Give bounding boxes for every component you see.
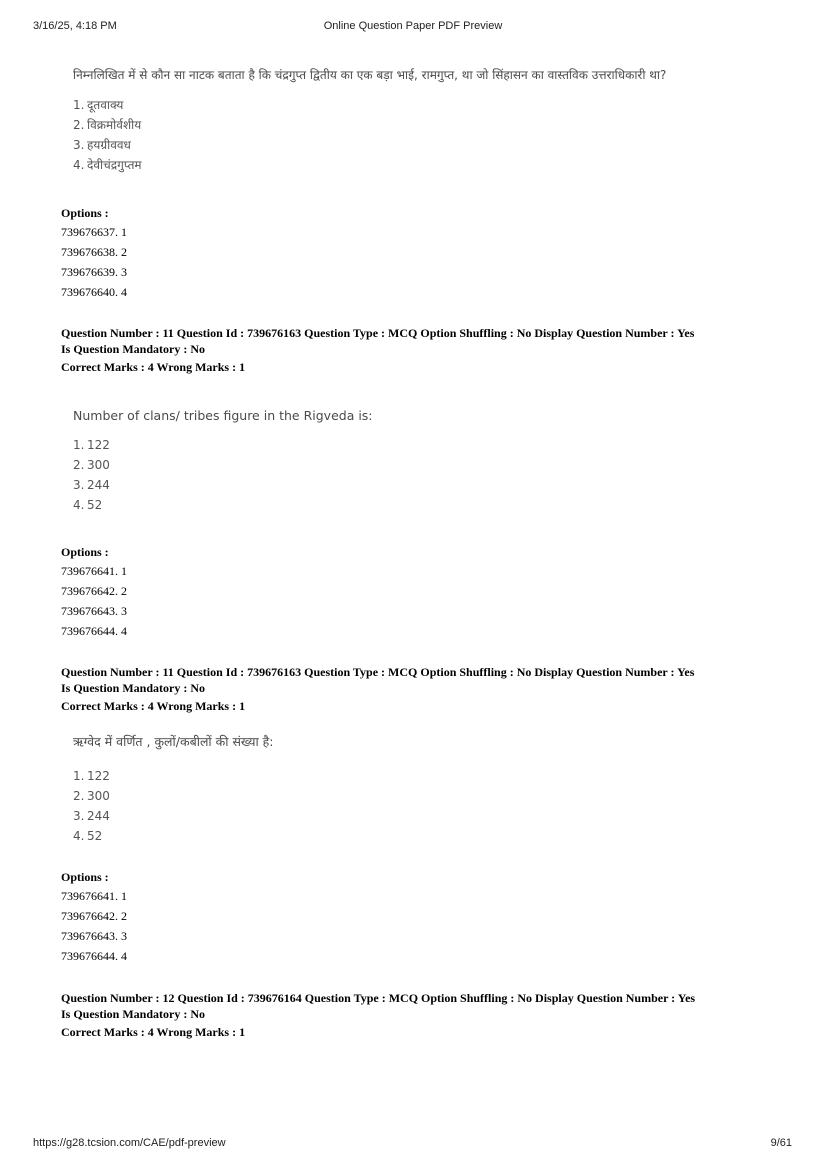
question-choices bbox=[73, 95, 666, 175]
option-item: 739676639. 3 bbox=[61, 265, 127, 279]
meta-line: Is Question Mandatory : No bbox=[61, 680, 206, 695]
marks-line: Correct Marks : 4 Wrong Marks : 1 bbox=[61, 1025, 246, 1039]
choice-item: 2. विक्रमोर्वशीय bbox=[73, 118, 142, 132]
question-meta-q11-hi bbox=[61, 665, 771, 715]
option-item: 739676643. 3 bbox=[61, 604, 127, 618]
option-item: 739676644. 4 bbox=[61, 949, 127, 963]
marks-line: Correct Marks : 4 Wrong Marks : 1 bbox=[61, 360, 246, 374]
print-timestamp: 3/16/25, 4:18 PM bbox=[33, 20, 117, 32]
option-item: 739676643. 3 bbox=[61, 929, 127, 943]
choice-item: 2. 300 bbox=[73, 458, 110, 472]
page-url: https://g28.tcsion.com/CAE/pdf-preview bbox=[33, 1137, 226, 1149]
choice-item: 1. दूतवाक्य bbox=[73, 98, 124, 112]
question-image-q11-en bbox=[73, 408, 373, 515]
question-choices bbox=[73, 766, 274, 846]
question-image-q10-hindi bbox=[73, 66, 666, 175]
choice-item: 2. 300 bbox=[73, 789, 110, 803]
options-list-q10 bbox=[61, 204, 127, 302]
meta-line: Is Question Mandatory : No bbox=[61, 341, 206, 356]
option-item: 739676637. 1 bbox=[61, 225, 127, 239]
meta-line: Is Question Mandatory : No bbox=[61, 1006, 206, 1021]
choice-item: 4. 52 bbox=[73, 498, 103, 512]
print-title: Online Question Paper PDF Preview bbox=[323, 20, 503, 32]
options-label: Options : bbox=[61, 545, 109, 559]
meta-line: Question Number : 11 Question Id : 739676163 Question Type : MCQ Option Shuffling : No Display Question Number : Yes bbox=[61, 326, 695, 340]
page-number: 9/61 bbox=[770, 1137, 792, 1149]
meta-line: Question Number : 11 Question Id : 739676163 Question Type : MCQ Option Shuffling : No Display Question Number : Yes bbox=[61, 665, 695, 679]
option-item: 739676640. 4 bbox=[61, 285, 127, 299]
option-item: 739676641. 1 bbox=[61, 889, 127, 903]
question-choices bbox=[73, 435, 373, 515]
question-text: निम्नलिखित में से कौन सा नाटक बताता है कि चंद्रगुप्त द्वितीय का एक बड़ा भाई, रामगुप्त, था जो सिंहासन का वास्तविक उत्तराधिकारी था? bbox=[73, 68, 667, 82]
choice-item: 3. 244 bbox=[73, 809, 110, 823]
question-meta-q12 bbox=[61, 991, 771, 1041]
options-list-q11-hi bbox=[61, 868, 127, 966]
option-item: 739676638. 2 bbox=[61, 245, 127, 259]
choice-item: 1. 122 bbox=[73, 438, 110, 452]
marks-line: Correct Marks : 4 Wrong Marks : 1 bbox=[61, 699, 246, 713]
question-meta-q11-en bbox=[61, 326, 771, 376]
options-label: Options : bbox=[61, 206, 109, 220]
options-label: Options : bbox=[61, 870, 109, 884]
choice-item: 4. देवीचंद्रगुप्तम bbox=[73, 158, 142, 172]
option-item: 739676642. 2 bbox=[61, 584, 127, 598]
question-text: ऋग्वेद में वर्णित , कुलों/कबीलों की संख्या है: bbox=[73, 734, 274, 749]
choice-item: 3. हयग्रीववध bbox=[73, 138, 131, 152]
meta-line: Question Number : 12 Question Id : 739676164 Question Type : MCQ Option Shuffling : No Display Question Number : Yes bbox=[61, 991, 696, 1005]
choice-item: 4. 52 bbox=[73, 829, 103, 843]
question-image-q11-hi bbox=[73, 733, 274, 846]
choice-item: 1. 122 bbox=[73, 769, 110, 783]
option-item: 739676641. 1 bbox=[61, 564, 127, 578]
option-item: 739676642. 2 bbox=[61, 909, 127, 923]
choice-item: 3. 244 bbox=[73, 478, 110, 492]
question-text: Number of clans/ tribes figure in the Rigveda is: bbox=[73, 408, 373, 423]
option-item: 739676644. 4 bbox=[61, 624, 127, 638]
options-list-q11-en bbox=[61, 543, 127, 641]
